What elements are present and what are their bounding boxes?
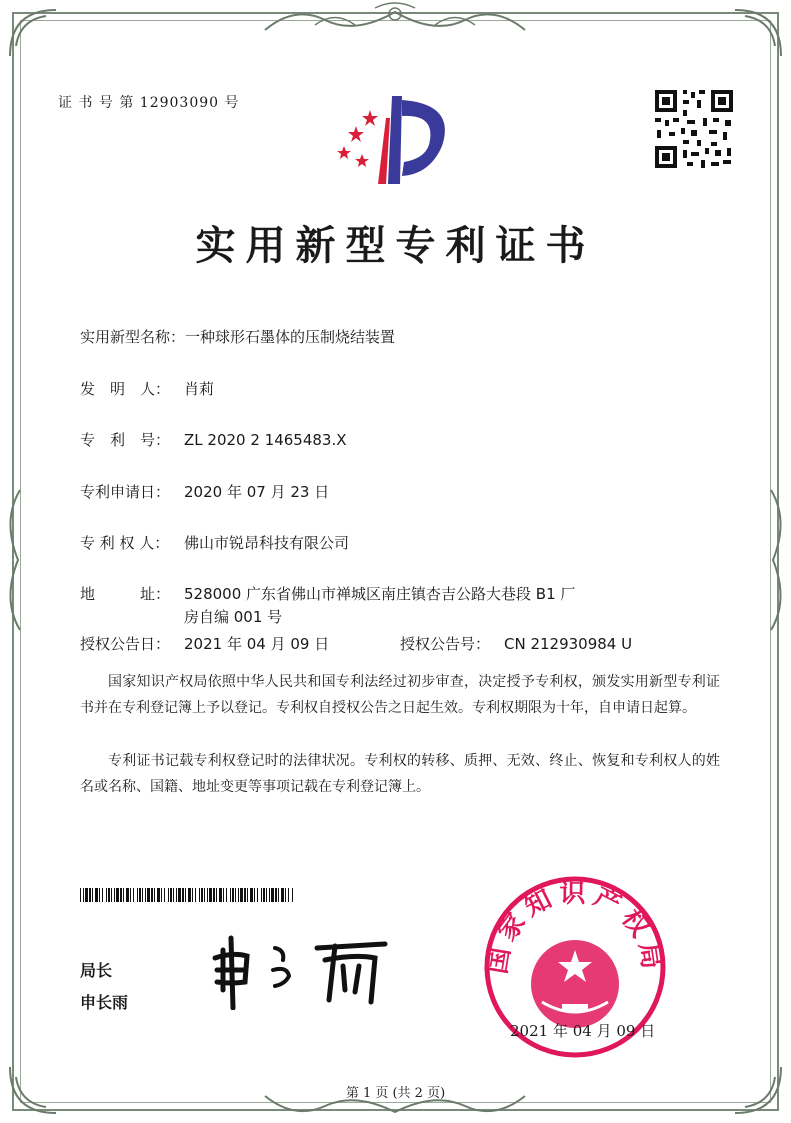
- barcode-bar: [99, 888, 100, 902]
- inventor-label: 发 明 人：: [80, 380, 171, 398]
- barcode-icon: [80, 888, 296, 902]
- certificate-number: 证 书 号 第 12903090 号: [58, 95, 240, 111]
- patentee-row: [80, 532, 349, 553]
- barcode-bar: [213, 888, 215, 902]
- barcode-bar: [133, 888, 134, 902]
- barcode-bar: [278, 888, 279, 902]
- barcode-bar: [244, 888, 246, 902]
- barcode-bar: [240, 888, 243, 902]
- filing-date-row: [80, 481, 329, 502]
- barcode-bar: [207, 888, 208, 902]
- barcode-bar: [92, 888, 93, 902]
- barcode-bar: [192, 888, 193, 902]
- address-label: 地 址：: [80, 585, 171, 603]
- barcode-bar: [266, 888, 267, 902]
- right-ornament-icon: [767, 480, 791, 640]
- grant-date-label: 授权公告日：: [80, 635, 171, 653]
- barcode-bar: [219, 888, 222, 902]
- patent-number-label: 专 利 号：: [80, 431, 171, 449]
- barcode-bar: [275, 888, 277, 902]
- barcode-bar: [209, 888, 212, 902]
- barcode-bar: [216, 888, 217, 902]
- barcode-bar: [145, 888, 146, 902]
- barcode-bar: [230, 888, 231, 902]
- filing-date-value: 2020 年 07 月 23 日: [184, 483, 330, 501]
- barcode-bar: [247, 888, 248, 902]
- barcode-bar: [223, 888, 224, 902]
- barcode-bar: [137, 888, 138, 902]
- barcode-bar: [178, 888, 181, 902]
- barcode-bar: [126, 888, 129, 902]
- utility-model-name-label: 实用新型名称：: [80, 328, 186, 346]
- barcode-bar: [257, 888, 258, 902]
- barcode-bar: [151, 888, 153, 902]
- address-line-2-row: [184, 606, 282, 627]
- barcode-bar: [164, 888, 165, 902]
- barcode-bar: [238, 888, 239, 902]
- inventor-value: 肖莉: [184, 380, 215, 398]
- barcode-bar: [235, 888, 236, 902]
- qr-code-icon: [653, 88, 735, 170]
- barcode-bar: [188, 888, 191, 902]
- barcode-bar: [147, 888, 150, 902]
- barcode-bar: [173, 888, 174, 902]
- patent-number-row: [80, 429, 347, 450]
- certificate-statement: 国家知识产权局依照中华人民共和国专利法经过初步审查，决定授予专利权，颁发实用新型专利证书并在专利登记簿上予以登记。专利权自授权公告之日起生效。专利权期限为十年，自申请日起算。: [80, 674, 720, 716]
- barcode-bar: [123, 888, 124, 902]
- grant-date-row: [80, 633, 329, 654]
- utility-model-name-value: 一种球形石墨体的压制烧结装置: [185, 328, 396, 346]
- seal-date: 2021 年 04 月 09 日: [510, 1022, 656, 1040]
- barcode-bar: [114, 888, 115, 902]
- barcode-bar: [102, 888, 103, 902]
- chief-name: 申长雨: [80, 993, 129, 1012]
- address-row: [80, 583, 575, 604]
- barcode-bar: [292, 888, 293, 902]
- grant-number-row: [400, 633, 632, 654]
- barcode-bar: [182, 888, 184, 902]
- barcode-bar: [271, 888, 274, 902]
- barcode-bar: [232, 888, 234, 902]
- filing-date-label: 专利申请日：: [80, 483, 171, 501]
- barcode-bar: [250, 888, 253, 902]
- barcode-bar: [108, 888, 110, 902]
- barcode-bar: [80, 888, 81, 902]
- barcode-bar: [111, 888, 112, 902]
- barcode-bar: [161, 888, 162, 902]
- barcode-bar: [199, 888, 200, 902]
- svg-text:国家知识产权局: [483, 879, 668, 977]
- seal-text: 国家知识产权局: [482, 878, 668, 977]
- chief-title: 局长: [80, 961, 113, 980]
- address-line-2: 房自编 001 号: [184, 608, 283, 626]
- barcode-bar: [254, 888, 255, 902]
- barcode-bar: [288, 888, 289, 902]
- grant-date-value: 2021 年 04 月 09 日: [184, 635, 330, 653]
- barcode-bar: [170, 888, 172, 902]
- corner-top-left-icon: [6, 6, 66, 66]
- barcode-bar: [139, 888, 141, 902]
- page-title: 实用新型专利证书: [195, 223, 596, 269]
- barcode-bar: [83, 888, 84, 902]
- page-number: 第 1 页 (共 2 页): [345, 1086, 446, 1101]
- barcode-bar: [185, 888, 186, 902]
- barcode-bar: [142, 888, 143, 902]
- grant-number-value: CN 212930984 U: [504, 635, 633, 653]
- barcode-bar: [85, 888, 88, 902]
- barcode-bar: [281, 888, 284, 902]
- barcode-bar: [263, 888, 265, 902]
- barcode-bar: [195, 888, 196, 902]
- patentee-value: 佛山市锐昂科技有限公司: [184, 534, 350, 552]
- barcode-bar: [168, 888, 169, 902]
- barcode-bar: [285, 888, 286, 902]
- barcode-bar: [261, 888, 262, 902]
- inventor-row: [80, 378, 214, 399]
- corner-top-right-icon: [725, 6, 785, 66]
- barcode-bar: [106, 888, 107, 902]
- left-ornament-icon: [0, 480, 24, 640]
- barcode-bar: [269, 888, 270, 902]
- barcode-bar: [154, 888, 155, 902]
- barcode-bar: [120, 888, 122, 902]
- barcode-bar: [201, 888, 203, 902]
- cnipa-logo-icon: [330, 88, 462, 188]
- handwritten-signature-icon: [205, 930, 405, 1010]
- grant-number-label: 授权公告号：: [400, 635, 491, 653]
- legal-status-statement: 专利证书记载专利权登记时的法律状况。专利权的转移、质押、无效、终止、恢复和专利权人的姓名或名称、国籍、地址变更等事项记载在专利登记簿上。: [80, 753, 720, 795]
- barcode-bar: [89, 888, 91, 902]
- barcode-bar: [226, 888, 227, 902]
- patent-number-value: ZL 2020 2 1465483.X: [184, 431, 347, 449]
- patentee-label: 专 利 权 人：: [80, 534, 170, 552]
- barcode-bar: [204, 888, 205, 902]
- barcode-bar: [95, 888, 98, 902]
- utility-model-name-row: [80, 326, 395, 347]
- address-line-1: 528000 广东省佛山市禅城区南庄镇杏吉公路大巷段 B1 厂: [184, 585, 576, 603]
- top-ornament-icon: [255, 0, 535, 40]
- barcode-bar: [116, 888, 119, 902]
- barcode-bar: [176, 888, 177, 902]
- barcode-bar: [130, 888, 131, 902]
- barcode-bar: [157, 888, 160, 902]
